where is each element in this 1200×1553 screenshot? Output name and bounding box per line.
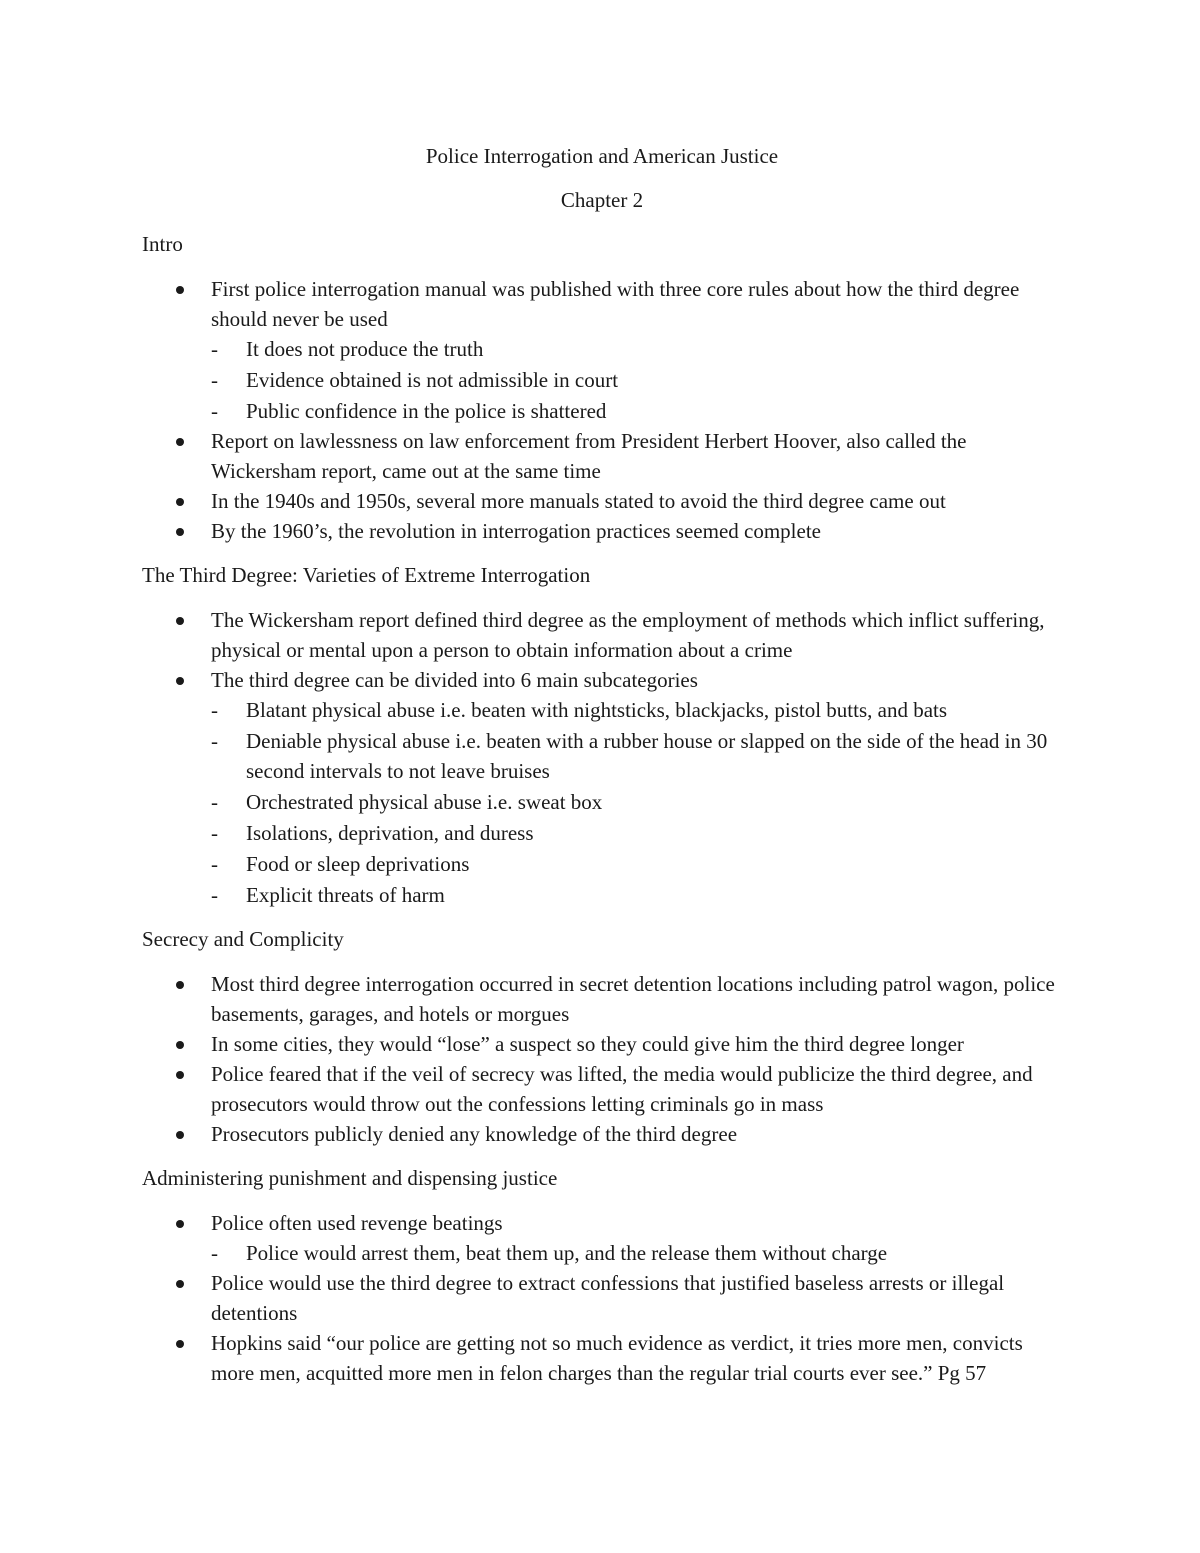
sub-item: [211, 365, 1062, 395]
bullet-dot-icon: [176, 528, 184, 536]
sub-item-text: Police would arrest them, beat them up, and the release them without charge: [246, 1241, 888, 1265]
sub-item: [211, 849, 1062, 879]
bullet-text: By the 1960’s, the revolution in interrogation practices seemed complete: [211, 519, 821, 543]
bullet-item: [142, 486, 1062, 516]
sub-item-text: Isolations, deprivation, and duress: [246, 821, 534, 845]
section-heading: The Third Degree: Varieties of Extreme Interrogation: [142, 563, 591, 587]
sub-item: [211, 880, 1062, 910]
sub-list: [211, 695, 1062, 910]
sub-item-text: Public confidence in the police is shattered: [246, 399, 607, 423]
bullet-text: The Wickersham report defined third degree as the employment of methods which inflict suffering, physical or mental upon a person to obtain information about a crime: [211, 608, 1045, 662]
bullet-dot-icon: [176, 981, 184, 989]
bullet-text: Hopkins said “our police are getting not so much evidence as verdict, it tries more men, convicts more men, acquitted more men in felon charges than the regular trial courts ever see.” Pg 57: [211, 1331, 1023, 1385]
bullet-item: [142, 1328, 1062, 1388]
sub-item-text: Deniable physical abuse i.e. beaten with a rubber house or slapped on the side of the head in 30 second intervals to not leave bruises: [246, 729, 1048, 783]
bullet-dot-icon: [176, 1041, 184, 1049]
bullet-item: [142, 1268, 1062, 1328]
bullet-text: Report on lawlessness on law enforcement from President Herbert Hoover, also called the Wickersham report, came out at the same time: [211, 429, 967, 483]
sub-list: [211, 334, 1062, 426]
bullet-text: Police feared that if the veil of secrecy was lifted, the media would publicize the third degree, and prosecutors would throw out the confessions letting criminals go in mass: [211, 1062, 1033, 1116]
dash-icon: -: [211, 729, 218, 753]
bullet-item: [142, 1029, 1062, 1059]
dash-icon: -: [211, 883, 218, 907]
sub-item-text: Orchestrated physical abuse i.e. sweat box: [246, 790, 603, 814]
bullet-list: [142, 274, 1062, 546]
sub-item: [211, 1238, 1062, 1268]
chapter-subtitle: Chapter 2: [560, 188, 644, 212]
bullet-list: [142, 969, 1062, 1149]
sub-item-text: Evidence obtained is not admissible in court: [246, 368, 619, 392]
document-title: Police Interrogation and American Justice: [425, 144, 779, 168]
bullet-item: [142, 605, 1062, 665]
sub-item: [211, 787, 1062, 817]
bullet-item: [142, 969, 1062, 1029]
section-heading: Administering punishment and dispensing justice: [142, 1166, 558, 1190]
bullet-item: [142, 1208, 1062, 1268]
sub-item-text: Explicit threats of harm: [246, 883, 445, 907]
dash-icon: -: [211, 1241, 218, 1265]
dash-icon: -: [211, 821, 218, 845]
bullet-dot-icon: [176, 498, 184, 506]
bullet-list: [142, 605, 1062, 910]
bullet-dot-icon: [176, 438, 184, 446]
bullet-item: [142, 274, 1062, 426]
document-page: [142, 141, 1062, 1388]
bullet-text: In the 1940s and 1950s, several more manuals stated to avoid the third degree came out: [211, 489, 946, 513]
bullet-dot-icon: [176, 1071, 184, 1079]
sub-item: [211, 818, 1062, 848]
bullet-dot-icon: [176, 1131, 184, 1139]
dash-icon: -: [211, 852, 218, 876]
bullet-dot-icon: [176, 677, 184, 685]
dash-icon: -: [211, 399, 218, 423]
bullet-text: First police interrogation manual was published with three core rules about how the third degree should never be used: [211, 277, 1020, 331]
dash-icon: -: [211, 698, 218, 722]
bullet-dot-icon: [176, 1280, 184, 1288]
bullet-item: [142, 1059, 1062, 1119]
bullet-dot-icon: [176, 617, 184, 625]
bullet-text: Police would use the third degree to extract confessions that justified baseless arrests or illegal detentions: [211, 1271, 1005, 1325]
bullet-item: [142, 1119, 1062, 1149]
sub-item: [211, 396, 1062, 426]
bullet-text: Police often used revenge beatings: [211, 1211, 503, 1235]
sub-item-text: It does not produce the truth: [246, 337, 484, 361]
section-heading: Secrecy and Complicity: [142, 927, 344, 951]
bullet-text: Prosecutors publicly denied any knowledge of the third degree: [211, 1122, 738, 1146]
bullet-text: In some cities, they would “lose” a suspect so they could give him the third degree longer: [211, 1032, 964, 1056]
bullet-dot-icon: [176, 1340, 184, 1348]
dash-icon: -: [211, 790, 218, 814]
bullet-item: [142, 665, 1062, 910]
sub-item-text: Blatant physical abuse i.e. beaten with nightsticks, blackjacks, pistol butts, and bats: [246, 698, 948, 722]
sub-item: [211, 695, 1062, 725]
sub-item: [211, 726, 1062, 786]
sub-item: [211, 334, 1062, 364]
dash-icon: -: [211, 337, 218, 361]
bullet-list: [142, 1208, 1062, 1388]
bullet-item: [142, 426, 1062, 486]
sub-list: [211, 1238, 1062, 1268]
bullet-dot-icon: [176, 1220, 184, 1228]
document-body: [142, 229, 1062, 1388]
sub-item-text: Food or sleep deprivations: [246, 852, 470, 876]
bullet-text: The third degree can be divided into 6 main subcategories: [211, 668, 698, 692]
bullet-dot-icon: [176, 286, 184, 294]
bullet-item: [142, 516, 1062, 546]
section-heading: Intro: [142, 232, 183, 256]
dash-icon: -: [211, 368, 218, 392]
bullet-text: Most third degree interrogation occurred in secret detention locations including patrol wagon, police basements, garages, and hotels or morgues: [211, 972, 1055, 1026]
